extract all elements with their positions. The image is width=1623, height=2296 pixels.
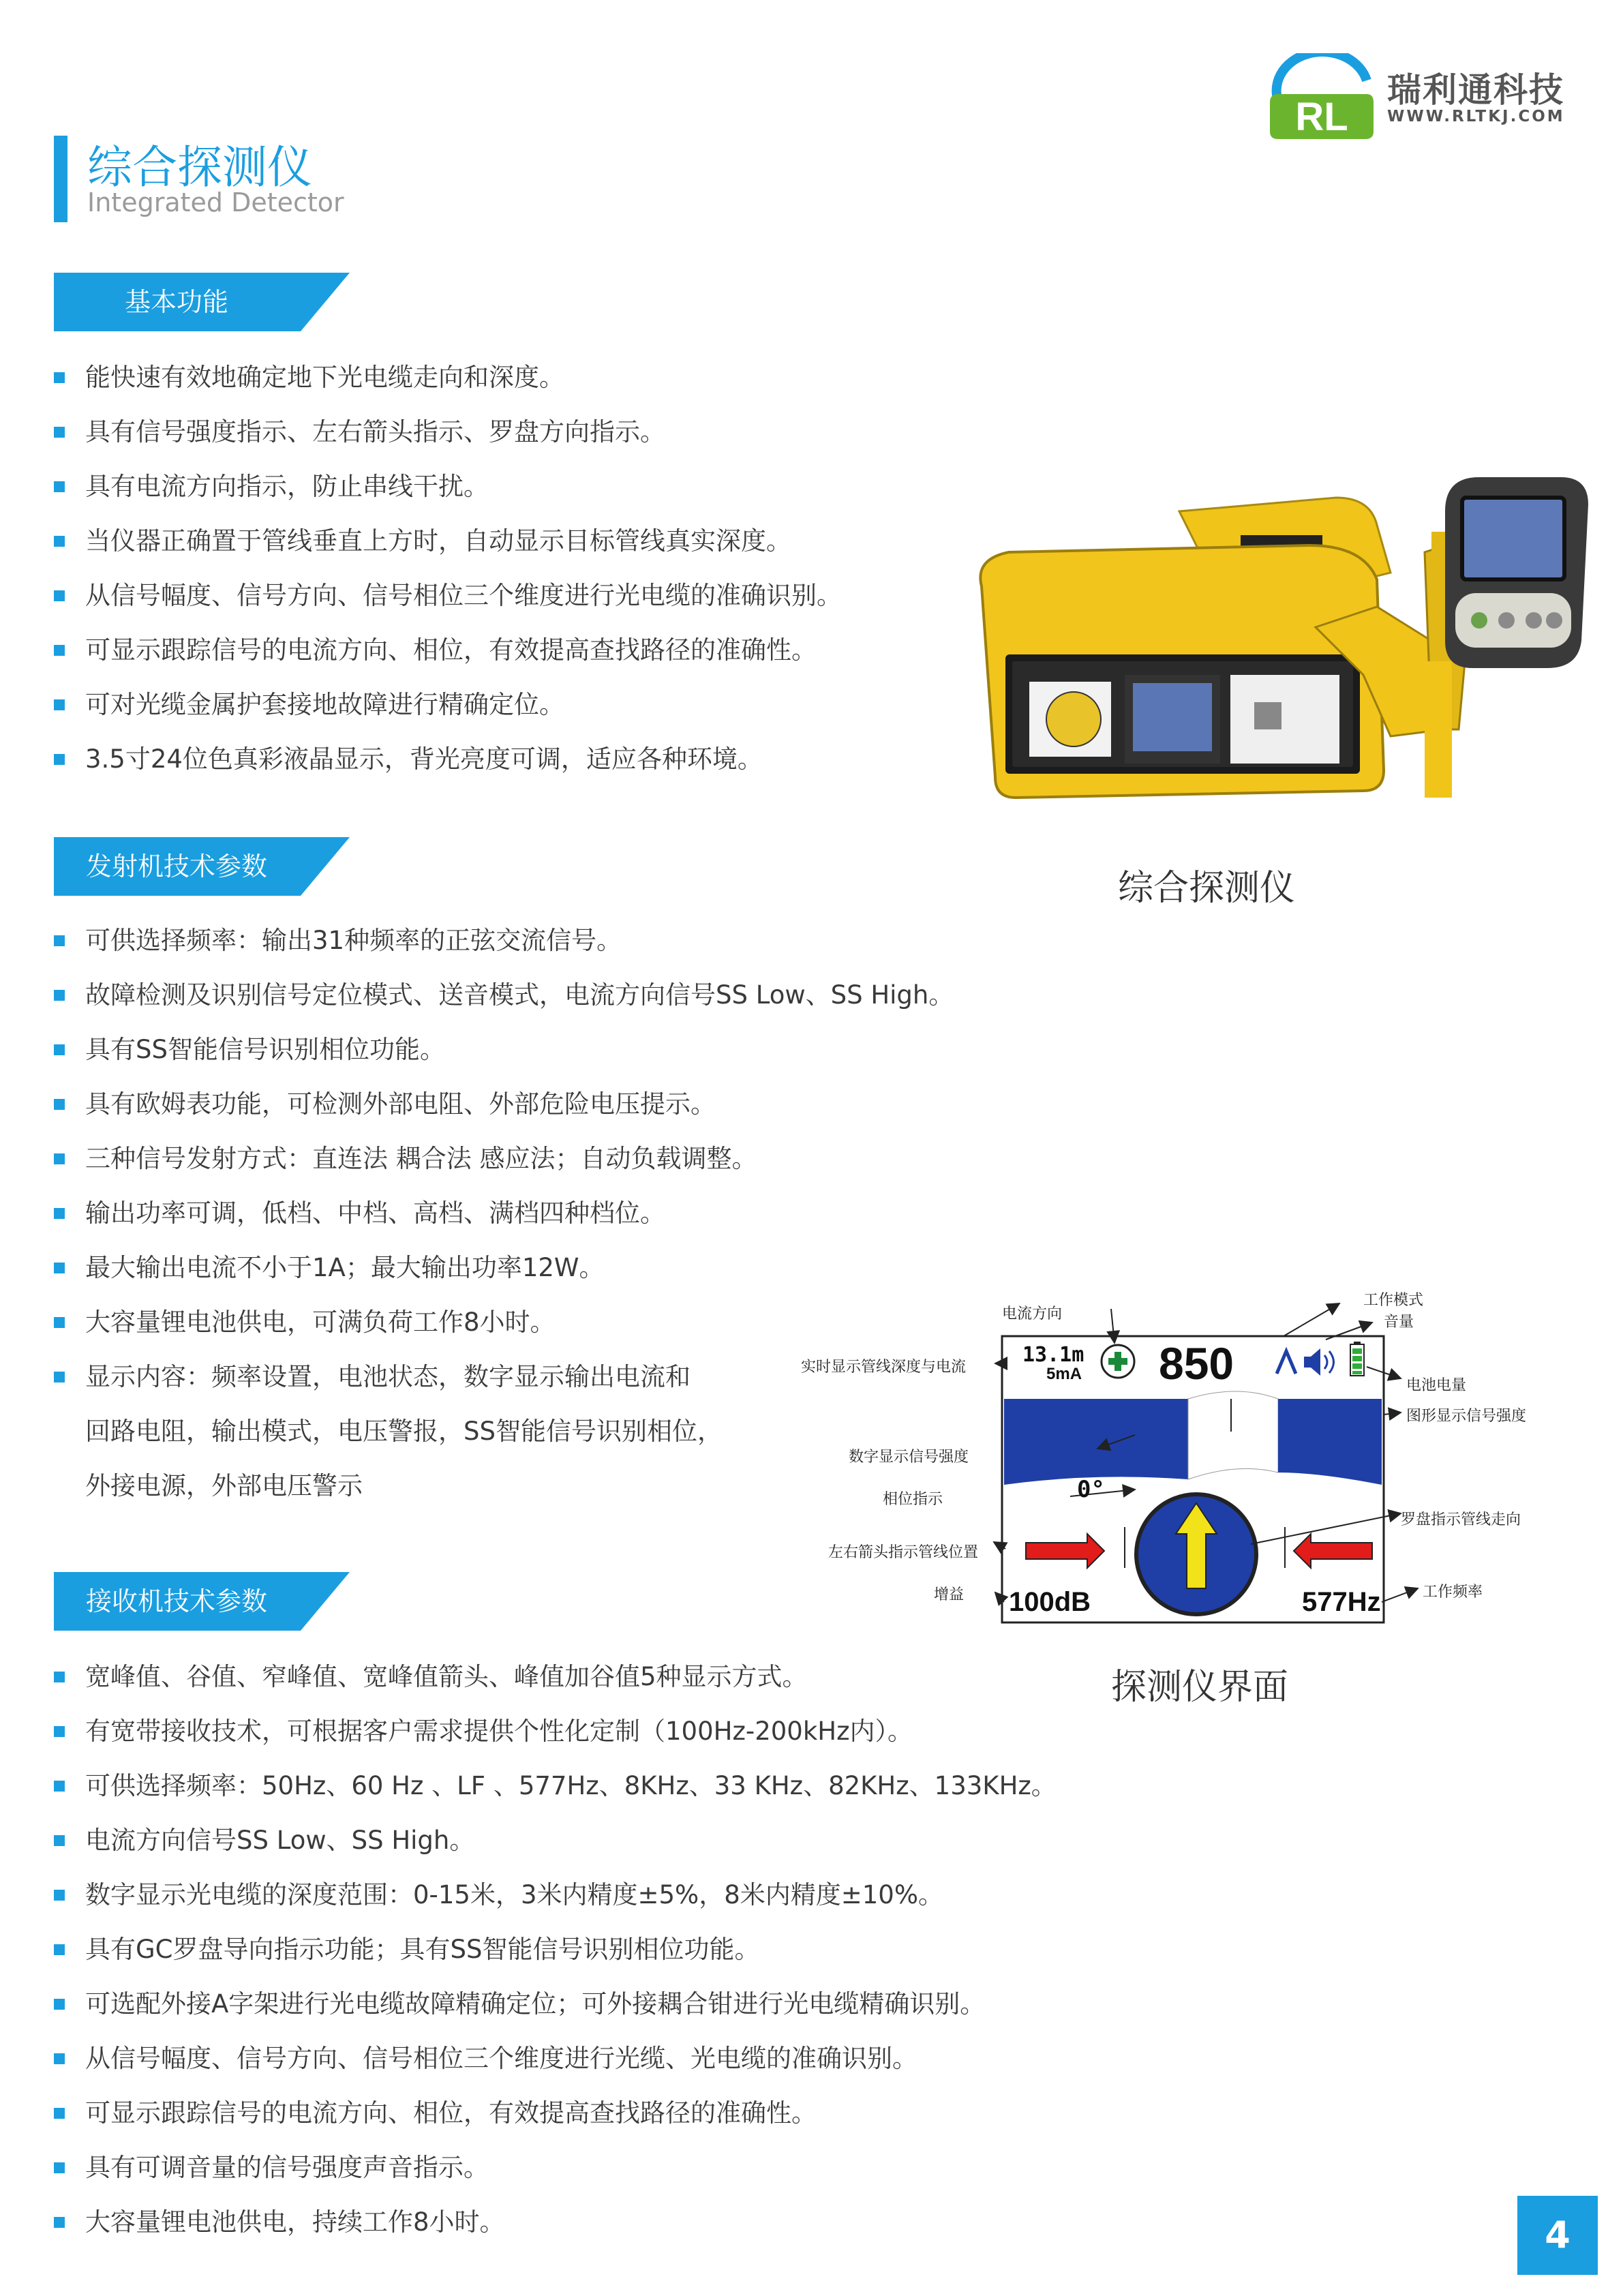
screen-caption: 探测仪界面 [1111, 1667, 1289, 1708]
label-phase: 相位指示 [883, 1491, 943, 1508]
section-heading-basic: 基本功能 [54, 273, 350, 331]
label-gain: 增益 [934, 1586, 965, 1603]
rl-logo-icon [1264, 53, 1380, 142]
brand-logo [1264, 53, 1380, 142]
basic-list [54, 350, 842, 787]
label-frequency: 工作频率 [1423, 1584, 1483, 1601]
list-item: 具有欧姆表功能，可检测外部电阻、外部危险电压提示。 [54, 1077, 954, 1132]
section-heading-transmitter: 发射机技术参数 [54, 837, 350, 896]
list-item: 3.5寸24位色真彩液晶显示，背光亮度可调，适应各种环境。 [54, 732, 842, 787]
list-item-continuation: 回路电阻，输出模式，电压警报，SS智能信号识别相位， [85, 1417, 723, 1446]
label-compass: 罗盘指示管线走向 [1401, 1511, 1521, 1528]
list-item: 可对光缆金属护套接地故障进行精确定位。 [54, 678, 842, 732]
label-work-mode: 工作模式 [1363, 1292, 1424, 1309]
screen-diagram [801, 1268, 1571, 1636]
page-title: 综合探测仪 [87, 141, 312, 194]
list-item: 可选配外接A字架进行光电缆故障精确定位；可外接耦合钳进行光电缆精确识别。 [54, 1977, 1057, 2031]
list-item: 能快速有效地确定地下光电缆走向和深度。 [54, 350, 842, 405]
list-item: 当仪器正确置于管线垂直上方时，自动显示目标管线真实深度。 [54, 514, 842, 569]
list-item: 数字显示光电缆的深度范围：0-15米，3米内精度±5%，8米内精度±10%。 [54, 1868, 1057, 1922]
receiver-list [54, 1650, 1057, 2250]
list-item: 从信号幅度、信号方向、信号相位三个维度进行光电缆的准确识别。 [54, 569, 842, 623]
list-item: 具有电流方向指示，防止串线干扰。 [54, 459, 842, 514]
list-item: 输出功率可调，低档、中档、高档、满档四种档位。 [54, 1186, 954, 1241]
list-item: 最大输出电流不小于1A；最大输出功率12W。 [54, 1241, 954, 1295]
page-subtitle: Integrated Detector [87, 187, 344, 217]
label-digital-strength: 数字显示信号强度 [849, 1449, 969, 1466]
list-item: 具有GC罗盘导向指示功能；具有SS智能信号识别相位功能。 [54, 1922, 1057, 1977]
list-item: 大容量锂电池供电，可满负荷工作8小时。 [54, 1295, 954, 1350]
brand-url: WWW.RLTKJ.COM [1387, 108, 1565, 125]
device-caption: 综合探测仪 [1118, 868, 1296, 909]
label-battery: 电池电量 [1406, 1377, 1467, 1394]
svg-text:RL: RL [1295, 95, 1348, 139]
label-graph-strength: 图形显示信号强度 [1406, 1408, 1527, 1425]
brand-name: 瑞利通科技 [1387, 70, 1564, 110]
list-item: 可供选择频率：50Hz、60 Hz 、LF 、577Hz、8KHz、33 KHz、82KHz、133KHz。 [54, 1759, 1057, 1813]
phase-readout: 0° [1077, 1476, 1105, 1503]
current-readout: 5mA [1046, 1365, 1082, 1383]
gain-readout: 100dB [1009, 1587, 1091, 1617]
label-current-direction: 电流方向 [1002, 1305, 1063, 1323]
list-item-continuation: 外接电源，外部电压警示 [85, 1471, 363, 1500]
list-item: 可显示跟踪信号的电流方向、相位，有效提高查找路径的准确性。 [54, 2086, 1057, 2141]
frequency-readout: 577Hz [1302, 1587, 1381, 1617]
list-item: 电流方向信号SS Low、SS High。 [54, 1813, 1057, 1868]
label-lr-arrow: 左右箭头指示管线位置 [828, 1544, 979, 1561]
list-item: 有宽带接收技术，可根据客户需求提供个性化定制（100Hz-200kHz内）。 [54, 1704, 1057, 1759]
list-item: 故障检测及识别信号定位模式、送音模式，电流方向信号SS Low、SS High。 [54, 968, 954, 1023]
signal-readout: 850 [1159, 1338, 1234, 1389]
list-item: 具有信号强度指示、左右箭头指示、罗盘方向指示。 [54, 405, 842, 459]
list-item: 具有SS智能信号识别相位功能。 [54, 1023, 954, 1077]
title-accent-bar [54, 136, 67, 222]
list-item: 可显示跟踪信号的电流方向、相位，有效提高查找路径的准确性。 [54, 623, 842, 678]
label-volume: 音量 [1384, 1314, 1414, 1331]
list-item: 具有可调音量的信号强度声音指示。 [54, 2141, 1057, 2195]
list-item: 从信号幅度、信号方向、信号相位三个维度进行光缆、光电缆的准确识别。 [54, 2031, 1057, 2086]
list-item: 大容量锂电池供电，持续工作8小时。 [54, 2195, 1057, 2250]
list-item: 宽峰值、谷值、窄峰值、宽峰值箭头、峰值加谷值5种显示方式。 [54, 1650, 1057, 1704]
label-realtime-depth: 实时显示管线深度与电流 [801, 1359, 967, 1376]
list-item: 显示内容：频率设置，电池状态，数字显示输出电流和 [54, 1350, 954, 1404]
section-heading-receiver: 接收机技术参数 [54, 1572, 350, 1631]
list-item: 三种信号发射方式：直连法 耦合法 感应法；自动负载调整。 [54, 1132, 954, 1186]
page-number: 4 [1517, 2196, 1598, 2275]
depth-readout: 13.1m [1022, 1343, 1084, 1367]
device-image [954, 470, 1588, 852]
list-item: 可供选择频率：输出31种频率的正弦交流信号。 [54, 913, 954, 968]
